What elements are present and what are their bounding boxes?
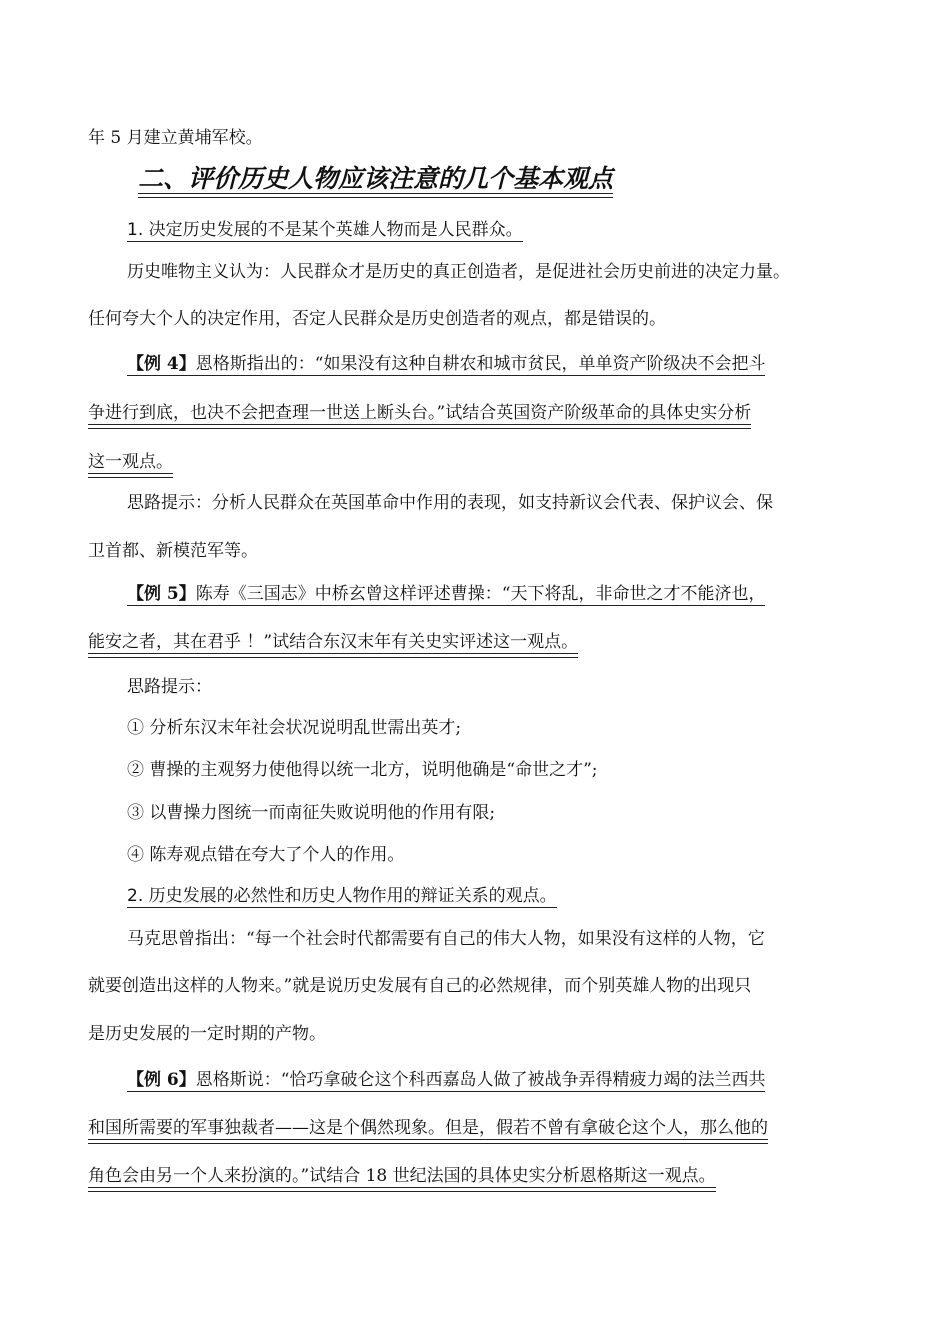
- hint-item: ② 曹操的主观努力使他得以统一北方，说明他确是“命世之才”;: [127, 760, 598, 780]
- section-title: 二、评价历史人物应该注意的几个基本观点: [138, 164, 614, 193]
- example-5-label: 【例 5】: [127, 584, 196, 604]
- hint-line: 卫首都、新模范军等。: [88, 541, 258, 561]
- subheading-2: 2. 历史发展的必然性和历史人物作用的辩证关系的观点。: [127, 886, 557, 906]
- paragraph-line: 年 5 月建立黄埔军校。: [88, 128, 263, 148]
- paragraph-line: 马克思曾指出：“每一个社会时代都需要有自己的伟大人物，如果没有这样的人物，它: [127, 929, 765, 949]
- example-4-line: 争进行到底，也决不会把查理一世送上断头台。”试结合英国资产阶级革命的具体史实分析: [88, 403, 752, 423]
- subheading-1: 1. 决定历史发展的不是某个英雄人物而是人民群众。: [127, 220, 523, 240]
- hint-item: ① 分析东汉末年社会状况说明乱世需出英才;: [127, 718, 462, 738]
- example-4-label: 【例 4】: [127, 354, 196, 374]
- example-4-line: 这一观点。: [88, 452, 173, 472]
- hint-line: 思路提示：分析人民群众在英国革命中作用的表现，如支持新议会代表、保护议会、保: [127, 493, 773, 513]
- example-4-line: 【例 4】恩格斯指出的：“如果没有这种自耕农和城市贫民，单单资产阶级决不会把斗: [127, 354, 766, 374]
- example-6-line: 角色会由另一个人来扮演的。”试结合 18 世纪法国的具体史实分析恩格斯这一观点。: [88, 1166, 716, 1186]
- hint-item: ③ 以曹操力图统一而南征失败说明他的作用有限;: [127, 803, 496, 823]
- paragraph-line: 历史唯物主义认为：人民群众才是历史的真正创造者，是促进社会历史前进的决定力量。: [127, 262, 790, 282]
- example-6-line: 【例 6】恩格斯说：“恰巧拿破仑这个科西嘉岛人做了被战争弄得精疲力竭的法兰西共: [127, 1070, 766, 1090]
- paragraph-line: 就要创造出这样的人物来。”就是说历史发展有自己的必然规律，而个别英雄人物的出现只: [88, 976, 752, 996]
- hint-item: ④ 陈寿观点错在夸大了个人的作用。: [127, 845, 405, 865]
- hint-line: 思路提示：: [127, 677, 212, 697]
- example-6-line: 和国所需要的军事独裁者——这是个偶然现象。但是，假若不曾有拿破仑这个人，那么他的: [88, 1118, 768, 1138]
- example-5-line: 能安之者，其在君乎 ！”试结合东汉末年有关史实评述这一观点。: [88, 632, 579, 652]
- paragraph-line: 是历史发展的一定时期的产物。: [88, 1024, 326, 1044]
- example-6-label: 【例 6】: [127, 1070, 196, 1090]
- paragraph-line: 任何夸大个人的决定作用，否定人民群众是历史创造者的观点，都是错误的。: [88, 309, 666, 329]
- example-5-line: 【例 5】陈寿《三国志》中桥玄曾这样评述曹操：“天下将乱，非命世之才不能济也，: [127, 584, 766, 604]
